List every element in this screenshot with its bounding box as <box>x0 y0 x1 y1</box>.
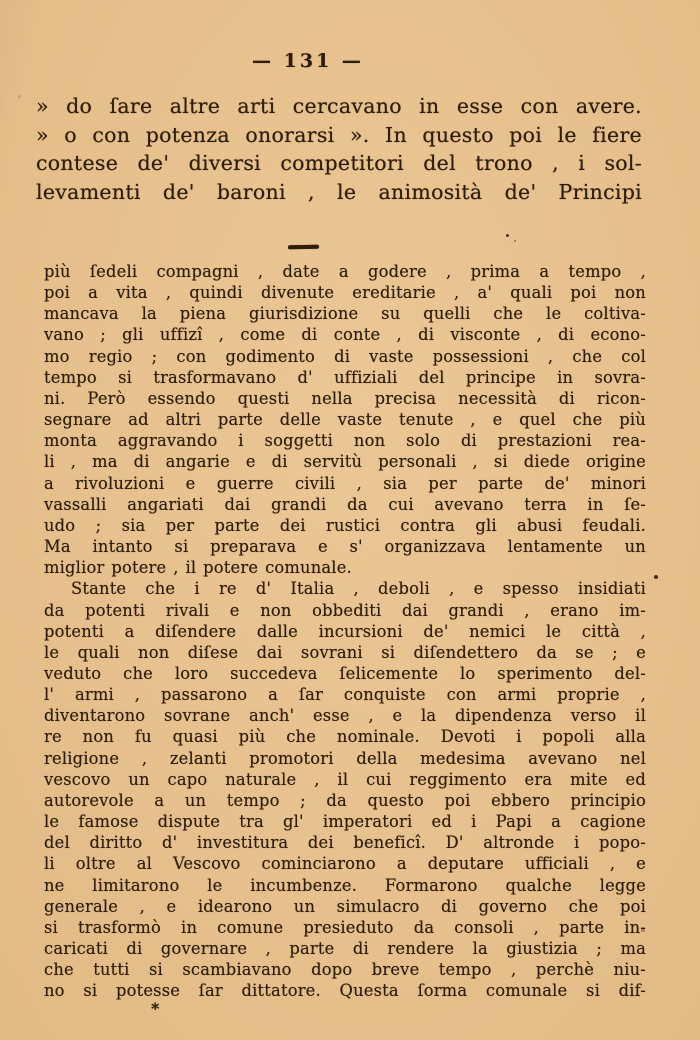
page-number: — 131 — <box>252 50 364 72</box>
text-line: re non fu quasi più che nominale. Devoti i popoli alla <box>44 727 646 747</box>
ink-speck <box>514 240 516 242</box>
footnote-divider-rule <box>288 245 319 249</box>
text-line: miglior potere , il potere comunale. <box>44 558 352 578</box>
text-line: li , ma di angarie e di servitù personali , si diede origine <box>44 452 646 472</box>
text-line: autorevole a un tempo ; da questo poi ebbero principio <box>44 790 646 810</box>
ink-speck <box>506 234 509 237</box>
page-header <box>0 50 658 72</box>
text-line: vescovo un capo naturale , il cui reggimento era mite ed <box>44 769 646 789</box>
text-line: ni. Però essendo questi nella precisa necessità di ricon- <box>44 388 646 408</box>
text-line: a rivoluzioni e guerre civili , sia per parte de' minori <box>44 473 646 493</box>
text-line: l' armi , passarono a ſar conquiste con armi proprie , <box>44 685 646 705</box>
text-line: monta aggravando i soggetti non solo di prestazioni rea- <box>44 431 646 451</box>
text-line: mo regio ; con godimento di vaste possessioni , che col <box>44 346 646 366</box>
text-line: generale , e idearono un simulacro di governo che poi <box>44 896 646 916</box>
text-line: tempo si trasformavano d' uffiziali del principe in sovra- <box>44 367 646 387</box>
text-line: no si potesse ſar dittatore. Questa ſorma comunale si dif- <box>44 981 646 1001</box>
text-line: mancava la piena giurisdizione su quelli che le coltiva- <box>44 304 646 324</box>
text-line: le famose dispute tra gl' imperatori ed i Papi a cagione <box>44 812 646 832</box>
text-line: Ma intanto si preparava e s' organizzava lentamente un <box>44 537 646 557</box>
text-line: da potenti rivali e non obbediti dai grandi , erano im- <box>44 600 646 620</box>
ink-speck <box>654 575 658 579</box>
text-line: veduto che loro succedeva ſelicemente lo sperimento del- <box>44 663 646 683</box>
text-line: poi a vita , quindi divenute ereditarie , a' quali poi non <box>44 283 646 303</box>
footnote-asterisk: * <box>151 999 160 1018</box>
ink-speck <box>641 929 645 932</box>
text-line: » do ſare altre arti cercavano in esse con avere. <box>36 94 642 118</box>
text-line: diventarono sovrane anch' esse , e la dipendenza verso il <box>44 706 646 726</box>
text-line: udo ; sia per parte dei rustici contra gli abusi feudali. <box>44 515 646 535</box>
text-line: li oltre al Vescovo cominciarono a deputare ufficiali , e <box>44 854 646 874</box>
text-line: ne limitarono le incumbenze. Formarono qualche legge <box>44 875 646 895</box>
text-line: potenti a diſendere dalle incursioni de' nemici le città , <box>44 621 646 641</box>
footnote-block <box>44 261 646 1001</box>
text-line: le quali non diſese dai sovrani si diſendettero da se ; e <box>44 642 646 662</box>
text-line: vano ; gli uffizî , come di conte , di visconte , di econo- <box>44 325 646 345</box>
text-line: che tutti si scambiavano dopo breve tempo , perchè niu- <box>44 960 646 980</box>
text-line: caricati di governare , parte di rendere la giustizia ; ma <box>44 939 646 958</box>
main-paragraph <box>36 92 642 206</box>
text-line: religione , zelanti promotori della medesima avevano nel <box>44 748 646 768</box>
text-line: Stante che i re d' Italia , deboli , e spesso insidiati <box>71 579 646 599</box>
text-line: vassalli angariati dai grandi da cui avevano terra in ſe- <box>44 494 646 514</box>
text-line: » o con potenza onorarsi ». In questo poi le fiere <box>36 122 642 147</box>
text-line: del diritto d' investitura dei beneficî. D' altronde i popo- <box>44 833 646 853</box>
text-line: segnare ad altri parte delle vaste tenute , e quel che più <box>44 410 646 430</box>
text-line: contese de' diversi competitori del trono , i sol- <box>36 151 642 175</box>
text-line: si trasformò in comune presieduto da consoli , parte in- <box>44 917 646 937</box>
text-line: più ſedeli compagni , date a godere , prima a tempo , <box>44 262 646 281</box>
text-line: levamenti de' baroni , le animosità de' Principi <box>36 179 642 204</box>
ink-speck <box>18 95 21 98</box>
